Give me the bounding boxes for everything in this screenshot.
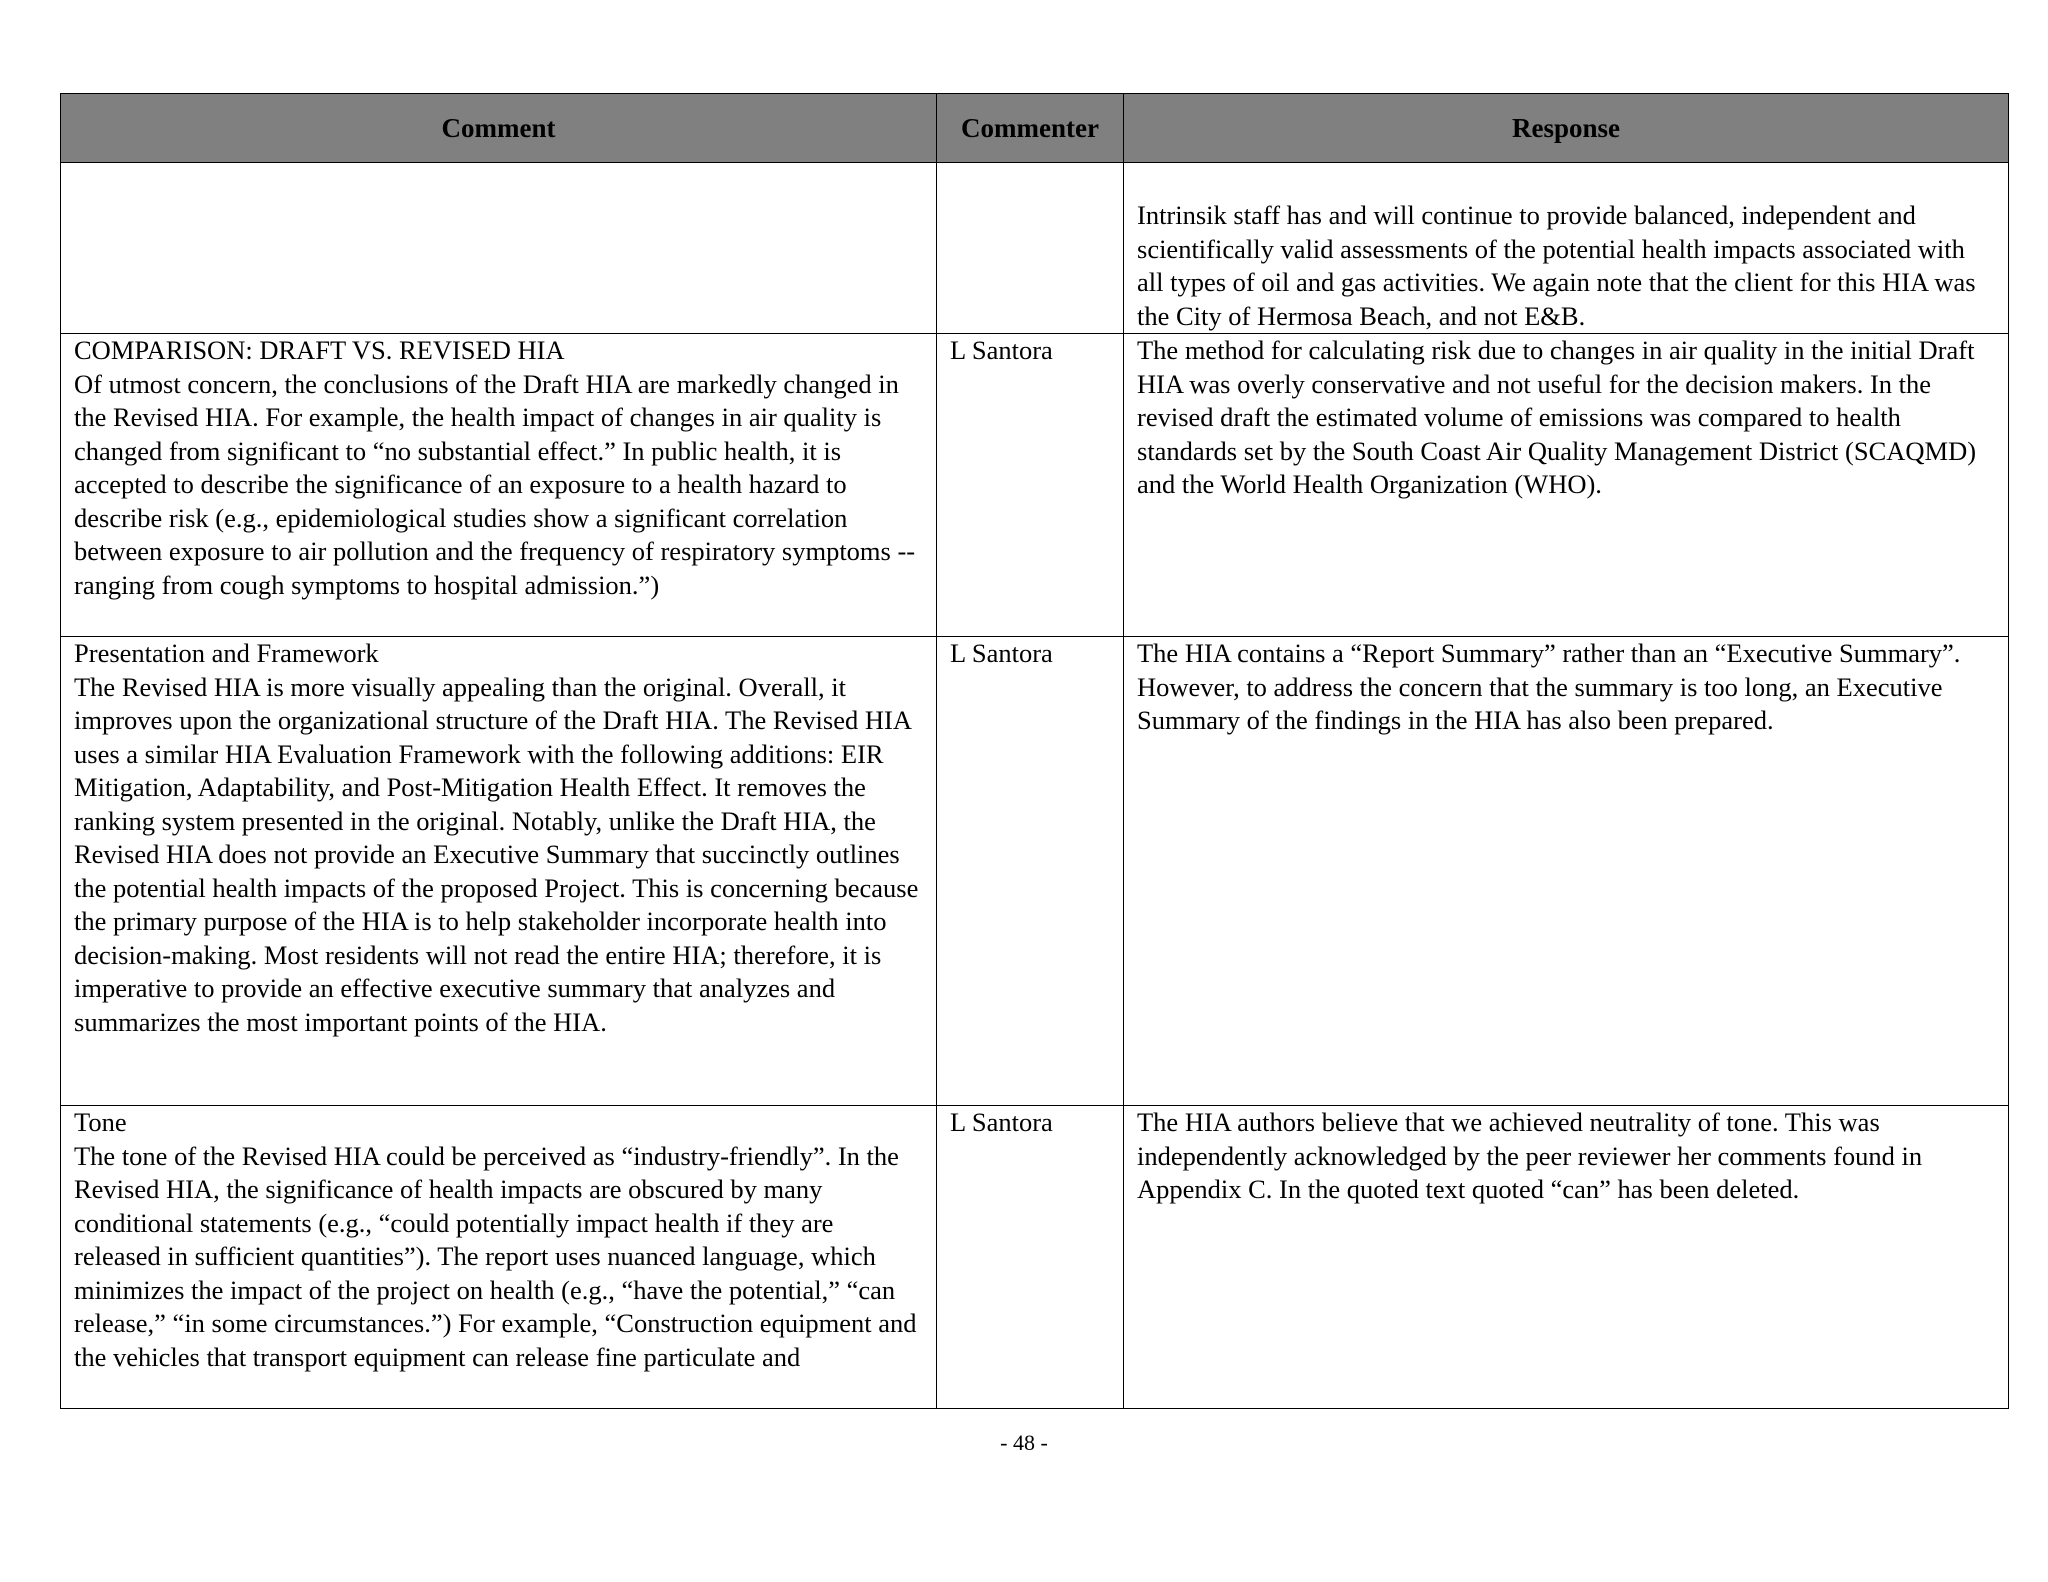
header-commenter: Commenter bbox=[937, 94, 1124, 163]
comment-cell bbox=[61, 1106, 937, 1409]
comment-topic: COMPARISON: DRAFT VS. REVISED HIA bbox=[74, 335, 565, 365]
comment-text: The tone of the Revised HIA could be perceived as “industry-friendly”. In the Revised HIA, the significance of health impacts are obscured by many conditional statements (e.g., “could potentially impact health if they are released in sufficient quantities”). The report uses nuanced language, which minimizes the impact of the project on health (e.g., “have the potential,” “can release,” “in some circumstances.”) For example, “Construction equipment and the vehicles that transport equipment can release fine particulate and bbox=[74, 1140, 917, 1372]
comment-cell bbox=[61, 163, 937, 334]
header-response: Response bbox=[1124, 94, 2009, 163]
comment-topic: Presentation and Framework bbox=[74, 638, 379, 668]
table-row bbox=[61, 334, 2009, 637]
document-page bbox=[60, 93, 2008, 1409]
commenter-cell bbox=[937, 163, 1124, 334]
comment-topic: Tone bbox=[74, 1107, 127, 1137]
comment-text: The Revised HIA is more visually appealing than the original. Overall, it improves upon the organizational structure of the Draft HIA. The Revised HIA uses a similar HIA Evaluation Framework with the following additions: EIR Mitigation, Adaptability, and Post-Mitigation Health Effect. It removes the ranking system presented in the original. Notably, unlike the Draft HIA, the Revised HIA does not provide an Executive Summary that succinctly outlines the potential health impacts of the proposed Project. This is concerning because the primary purpose of the HIA is to help stakeholder incorporate health into decision-making. Most residents will not read the entire HIA; therefore, it is imperative to provide an effective executive summary that analyzes and summarizes the most important points of the HIA. bbox=[74, 671, 919, 1037]
commenter-cell: L Santora bbox=[937, 334, 1124, 637]
commenter-cell: L Santora bbox=[937, 637, 1124, 1106]
comment-cell bbox=[61, 334, 937, 637]
comment-text: Of utmost concern, the conclusions of the Draft HIA are markedly changed in the Revised HIA. For example, the health impact of changes in air quality is changed from significant to “no substantial effect.” In public health, it is accepted to describe the significance of an exposure to a health hazard to describe risk (e.g., epidemiological studies show a significant correlation between exposure to air pollution and the frequency of respiratory symptoms -- ranging from cough symptoms to hospital admission.”) bbox=[74, 368, 916, 600]
commenter-cell: L Santora bbox=[937, 1106, 1124, 1409]
page-number: - 48 - bbox=[1000, 1430, 1048, 1455]
table-row bbox=[61, 163, 2009, 334]
comment-response-table bbox=[60, 93, 2009, 1409]
comment-cell bbox=[61, 637, 937, 1106]
header-comment: Comment bbox=[61, 94, 937, 163]
table-row bbox=[61, 1106, 2009, 1409]
table-header-row bbox=[61, 94, 2009, 163]
table-row bbox=[61, 637, 2009, 1106]
response-cell: Intrinsik staff has and will continue to provide balanced, independent and scientifically valid assessments of the potential health impacts associated with all types of oil and gas activities. We again note that the client for this HIA was the City of Hermosa Beach, and not E&B. bbox=[1124, 163, 2009, 334]
response-cell: The HIA contains a “Report Summary” rather than an “Executive Summary”. However, to address the concern that the summary is too long, an Executive Summary of the findings in the HIA has also been prepared. bbox=[1124, 637, 2009, 1106]
response-cell: The HIA authors believe that we achieved neutrality of tone. This was independently acknowledged by the peer reviewer her comments found in Appendix C. In the quoted text quoted “can” has been deleted. bbox=[1124, 1106, 2009, 1409]
response-cell: The method for calculating risk due to changes in air quality in the initial Draft HIA was overly conservative and not useful for the decision makers. In the revised draft the estimated volume of emissions was compared to health standards set by the South Coast Air Quality Management District (SCAQMD) and the World Health Organization (WHO). bbox=[1124, 334, 2009, 637]
